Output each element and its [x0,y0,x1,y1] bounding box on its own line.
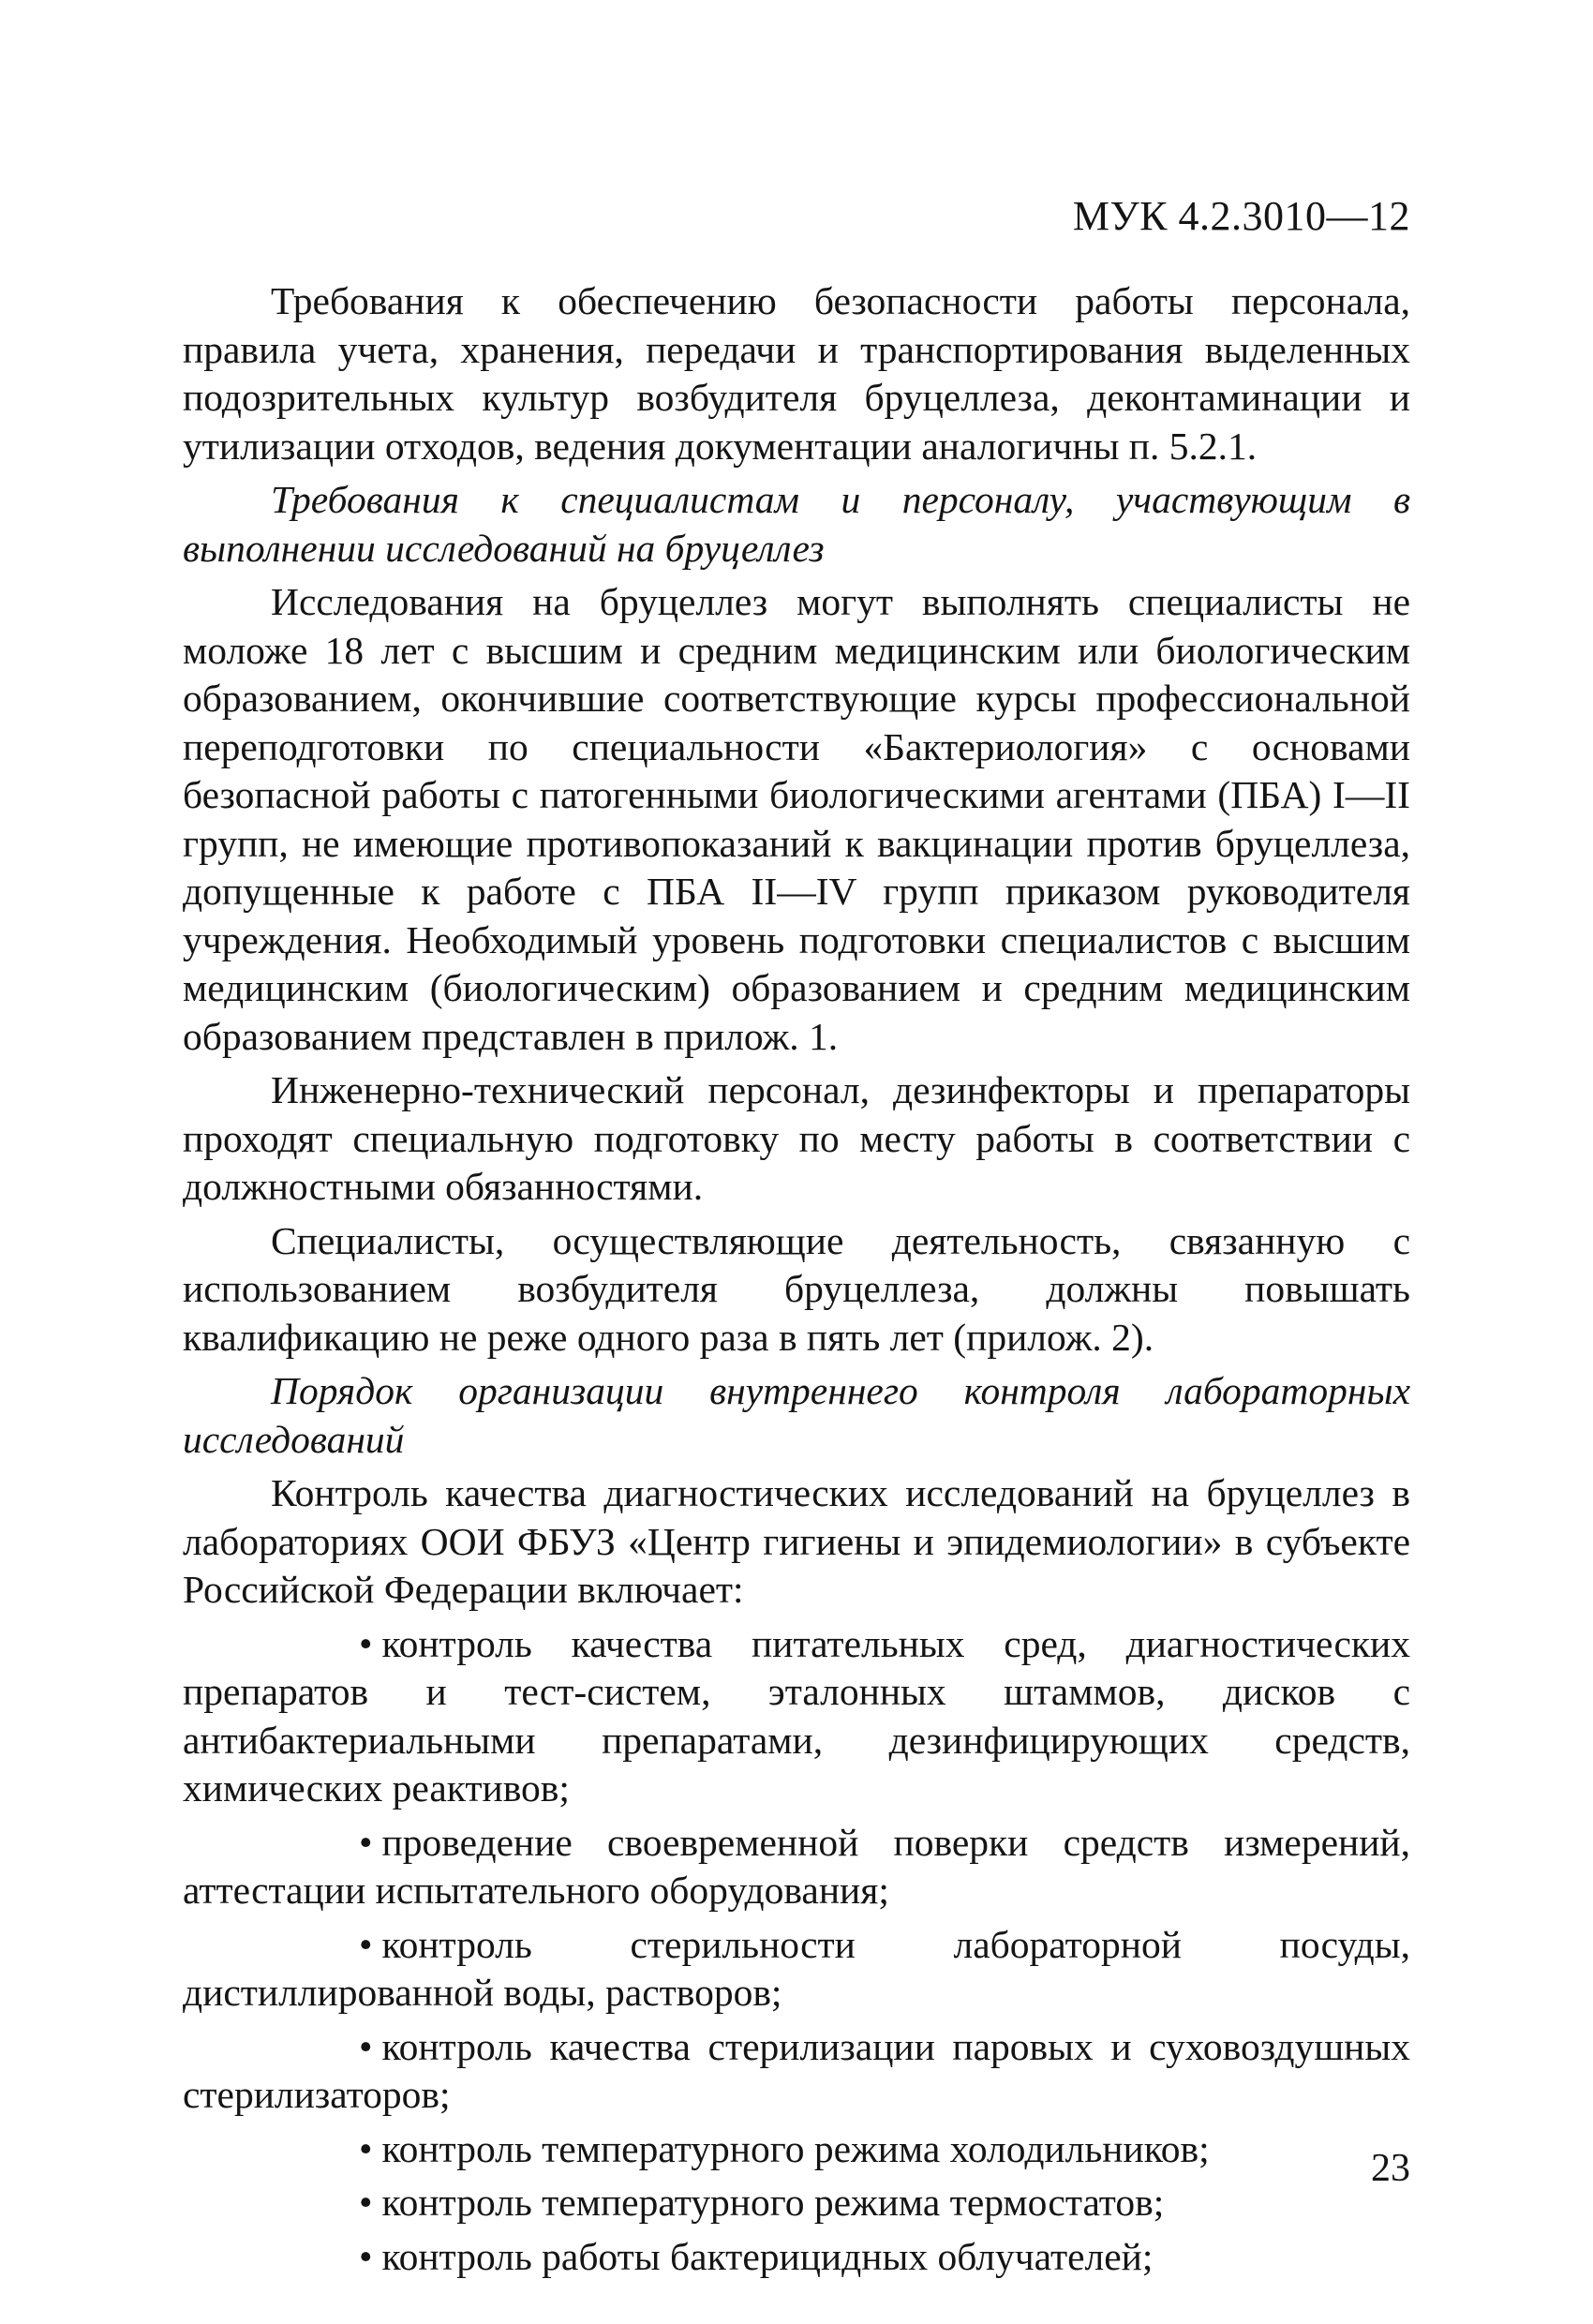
list-item-text: контроль температурного режима холодильников; [381,2126,1210,2170]
bullet-icon: • [359,2126,373,2170]
paragraph-technical-staff: Инженерно-технический персонал, дезинфекторы и препараторы проходят специальную подготовку по месту работы в соответствии с должностными обязанностями. [183,1068,1410,1208]
list-item-text: контроль температурного режима термостатов; [381,2181,1165,2224]
bullet-icon: • [359,1621,373,1665]
paragraph-qualification: Специалисты, осуществляющие деятельность, связанную с использованием возбудителя бруцеллеза, должны повышать квалификацию не реже одного раза в пять лет (прилож. 2). [183,1218,1410,1359]
document-code: МУК 4.2.3010—12 [1072,193,1410,239]
paragraph-specialists: Исследования на бруцеллез могут выполнять специалисты не моложе 18 лет с высшим и средним медицинским или биологическим образованием, окончившие соответствующие курсы профессиональной переподготовки по специальности «Бактериология» с основами безопасной работы с патогенными биологическими агентами (ПБА) I—II групп, не имеющие противопоказаний к вакцинации против бруцеллеза, допущенные к работе с ПБА II—IV групп приказом руководителя учреждения. Необходимый уровень подготовки специалистов с высшим медицинским (биологическим) образованием и средним медицинским образованием представлен в прилож. 1. [183,580,1410,1058]
bullet-icon: • [359,2234,373,2278]
bullet-icon: • [359,1820,373,1864]
bullet-icon: • [359,2024,373,2068]
page-number: 23 [1371,2147,1410,2190]
list-item-text: контроль стерильности лабораторной посуды, дистиллированной воды, растворов; [183,1922,1410,2014]
list-item [183,2233,1410,2282]
paragraph-quality-control-intro: Контроль качества диагностических исследований на бруцеллез в лабораториях ООИ ФБУЗ «Центр гигиены и эпидемиологии» в субъекте Российской Федерации включает: [183,1471,1410,1611]
paragraph-safety-requirements: Требования к обеспечению безопасности работы персонала, правила учета, хранения, передачи и транспортирования выделенных подозрительных культур возбудителя бруцеллеза, деконтаминации и утилизации отходов, ведения документации аналогичны п. 5.2.1. [183,279,1410,468]
bullet-icon: • [359,2181,373,2224]
list-item [183,2125,1410,2174]
bullet-icon: • [359,1922,373,1966]
list-item [183,2179,1410,2227]
list-item-text: контроль качества питательных сред, диагностических препаратов и тест-систем, эталонных штаммов, дисков с антибактериальными препаратами, дезинфицирующих средств, химических реактивов; [183,1621,1410,1810]
list-item-text: контроль качества стерилизации паровых и суховоздушных стерилизаторов; [183,2024,1410,2116]
list-item [183,1921,1410,2018]
list-item [183,2023,1410,2120]
list-item-text: контроль работы бактерицидных облучателей; [381,2234,1154,2278]
document-body [183,277,1410,2287]
section-heading-staff-requirements: Требования к специалистам и персоналу, участвующим в выполнении исследований на бруцеллез [183,478,1410,570]
list-item-text: проведение своевременной поверки средств измерений, аттестации испытательного оборудования; [183,1820,1410,1912]
list-item [183,1819,1410,1915]
section-heading-internal-control: Порядок организации внутреннего контроля лабораторных исследований [183,1369,1410,1461]
list-item [183,1620,1410,1813]
